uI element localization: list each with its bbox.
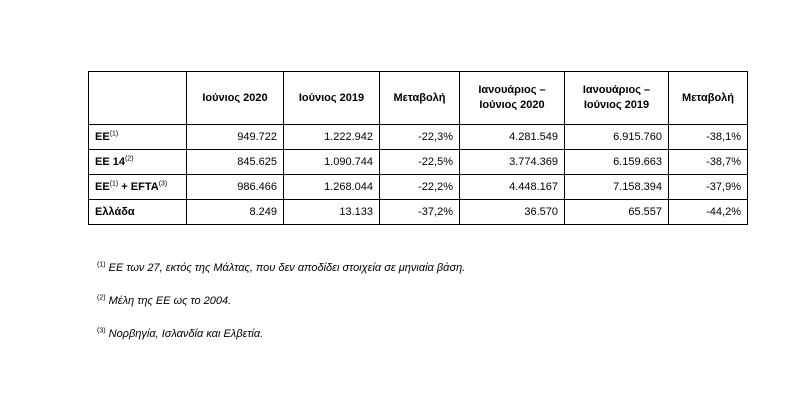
footnote-text: Νορβηγία, Ισλανδία και Ελβετία.	[108, 328, 264, 340]
change-cell: -22,3%	[380, 125, 460, 150]
footnote-marker: (3)	[97, 327, 106, 335]
value-cell: 1.090.744	[284, 150, 380, 175]
row-label-text: ΕΕ	[95, 181, 110, 193]
row-label-text: ΕΕ 14	[95, 156, 125, 168]
value-cell: 6.159.663	[565, 150, 669, 175]
header-change-period: Μεταβολή	[669, 72, 748, 125]
header-cell-empty	[89, 72, 187, 125]
table-header	[89, 72, 748, 125]
value-cell: 65.557	[565, 200, 669, 225]
row-label-text: ΕΕ	[95, 131, 110, 143]
value-cell: 6.915.760	[565, 125, 669, 150]
row-label-greece	[89, 200, 187, 225]
change-cell: -22,5%	[380, 150, 460, 175]
footnote-ref: (3)	[158, 180, 168, 188]
value-cell: 13.133	[284, 200, 380, 225]
header-june-2020: Ιούνιος 2020	[187, 72, 284, 125]
footnote-text: ΕΕ των 27, εκτός της Μάλτας, που δεν αποδίδει στοιχεία σε μηνιαία βάση.	[108, 262, 466, 274]
value-cell: 949.722	[187, 125, 284, 150]
change-cell: -22,2%	[380, 175, 460, 200]
header-row	[89, 72, 748, 125]
table-row-eu14	[89, 150, 748, 175]
footnote-ref: (1)	[109, 130, 119, 138]
table-row-eu	[89, 125, 748, 150]
value-cell: 7.158.394	[565, 175, 669, 200]
row-label-eu14	[89, 150, 187, 175]
value-cell: 1.268.044	[284, 175, 380, 200]
header-jan-june-2020: Ιανουάριος – Ιούνιος 2020	[460, 72, 565, 125]
change-cell: -38,1%	[669, 125, 748, 150]
footnote-1	[97, 262, 465, 274]
header-june-2019: Ιούνιος 2019	[284, 72, 380, 125]
footnote-ref: (2)	[124, 155, 134, 163]
value-cell: 8.249	[187, 200, 284, 225]
footnote-ref: (1)	[109, 180, 119, 188]
value-cell: 3.774.369	[460, 150, 565, 175]
footnote-marker: (1)	[97, 261, 106, 269]
footnote-2	[97, 295, 231, 307]
statistics-table	[88, 71, 748, 225]
change-cell: -44,2%	[669, 200, 748, 225]
value-cell: 4.448.167	[460, 175, 565, 200]
value-cell: 36.570	[460, 200, 565, 225]
value-cell: 4.281.549	[460, 125, 565, 150]
row-label-text: Ελλάδα	[95, 206, 135, 218]
footnote-text: Μέλη της ΕΕ ως το 2004.	[108, 295, 232, 307]
value-cell: 986.466	[187, 175, 284, 200]
table-row-greece	[89, 200, 748, 225]
row-label-suffix: + EFTA	[118, 181, 159, 193]
header-jan-june-2019: Ιανουάριος – Ιούνιος 2019	[565, 72, 669, 125]
table-body	[89, 125, 748, 225]
table-row-eu-efta	[89, 175, 748, 200]
change-cell: -38,7%	[669, 150, 748, 175]
change-cell: -37,2%	[380, 200, 460, 225]
value-cell: 845.625	[187, 150, 284, 175]
header-change-month: Μεταβολή	[380, 72, 460, 125]
row-label-eu-efta	[89, 175, 187, 200]
value-cell: 1.222.942	[284, 125, 380, 150]
footnote-marker: (2)	[97, 294, 106, 302]
row-label-eu	[89, 125, 187, 150]
footnote-3	[97, 328, 263, 340]
change-cell: -37,9%	[669, 175, 748, 200]
